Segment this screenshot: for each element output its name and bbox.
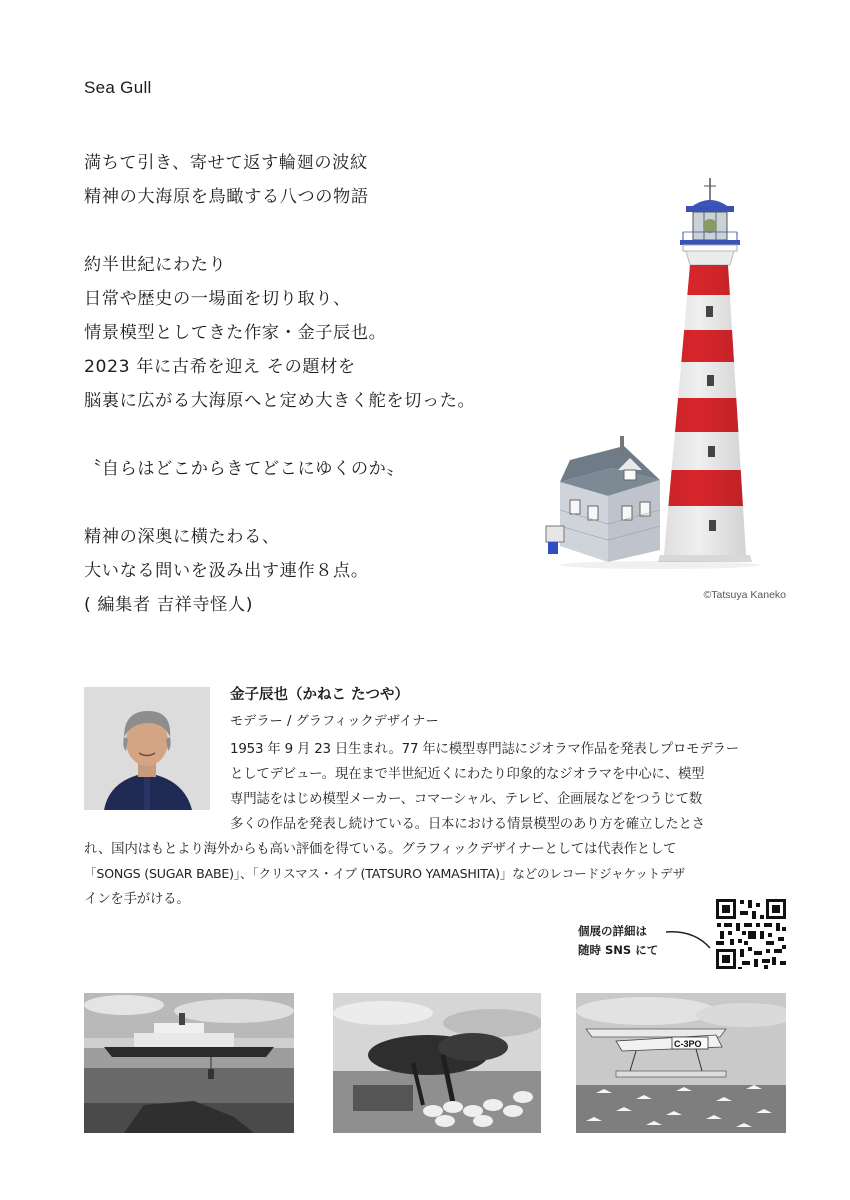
bio-line: 1953 年 9 月 23 日生まれ。77 年に模型専門誌にジオラマ作品を発表しプロモデラー	[230, 742, 739, 757]
bio-line: としてデビュー。現在まで半世紀近くにわたり印象的なジオラマを中心に、模型	[230, 767, 705, 782]
editor-credit: ( 編集者 吉祥寺怪人)	[84, 595, 254, 615]
bio-line: 多くの作品を発表し続けている。日本における情景模型のあり方を確立したとさ	[230, 817, 705, 832]
intro-line: 脳裏に広がる大海原へと定め大きく舵を切った。	[84, 391, 476, 411]
intro-line: 精神の深奥に横たわる、	[84, 527, 280, 547]
image-credit: ©Tatsuya Kaneko	[703, 589, 786, 601]
sns-note	[578, 922, 658, 960]
lighthouse-model-image	[540, 170, 780, 590]
artist-name: 金子辰也（かねこ たつや）	[230, 687, 410, 703]
artist-portrait	[84, 687, 210, 810]
bio-line: インを手がける。	[84, 892, 190, 907]
sns-note-line: 随時 SNS にて	[578, 943, 659, 957]
intro-line: 精神の大海原を鳥瞰する八つの物語	[84, 187, 369, 207]
series-title: Sea Gull	[84, 78, 152, 97]
bio-line: 「SONGS (SUGAR BABE)」、「クリスマス・イブ (TATSURO YAMASHITA)」などのレコードジャケットデザ	[84, 866, 685, 881]
intro-line: 情景模型としてきた作家・金子辰也。	[84, 323, 387, 343]
diorama-photo-tree	[333, 993, 541, 1133]
intro-quote: 〝自らはどこからきてどこにゆくのか〟	[84, 459, 405, 479]
diorama-photo-seaplane	[576, 993, 786, 1133]
intro-line: 大いなる問いを汲み出す連作８点。	[84, 561, 369, 581]
diorama-photo-ship	[84, 993, 294, 1133]
plane-label: C-3PO	[674, 1039, 702, 1049]
artist-role: モデラー / グラフィックデザイナー	[230, 714, 439, 729]
intro-line: 2023 年に古希を迎え その題材を	[84, 357, 356, 377]
intro-line: 満ちて引き、寄せて返す輪廻の波紋	[84, 153, 368, 173]
arrow-icon	[664, 926, 714, 956]
intro-line: 約半世紀にわたり	[84, 255, 227, 275]
bio-line: 専門誌をはじめ模型メーカー、コマーシャル、テレビ、企画展などをつうじて数	[230, 792, 703, 807]
bio-line: れ、国内はもとより海外からも高い評価を得ている。グラフィックデザイナーとしては代表作として	[84, 842, 677, 857]
intro-line: 日常や歴史の一場面を切り取り、	[84, 289, 351, 309]
intro-text	[84, 146, 554, 622]
sns-note-line: 個展の詳細は	[578, 924, 647, 938]
qr-code[interactable]	[714, 897, 788, 971]
